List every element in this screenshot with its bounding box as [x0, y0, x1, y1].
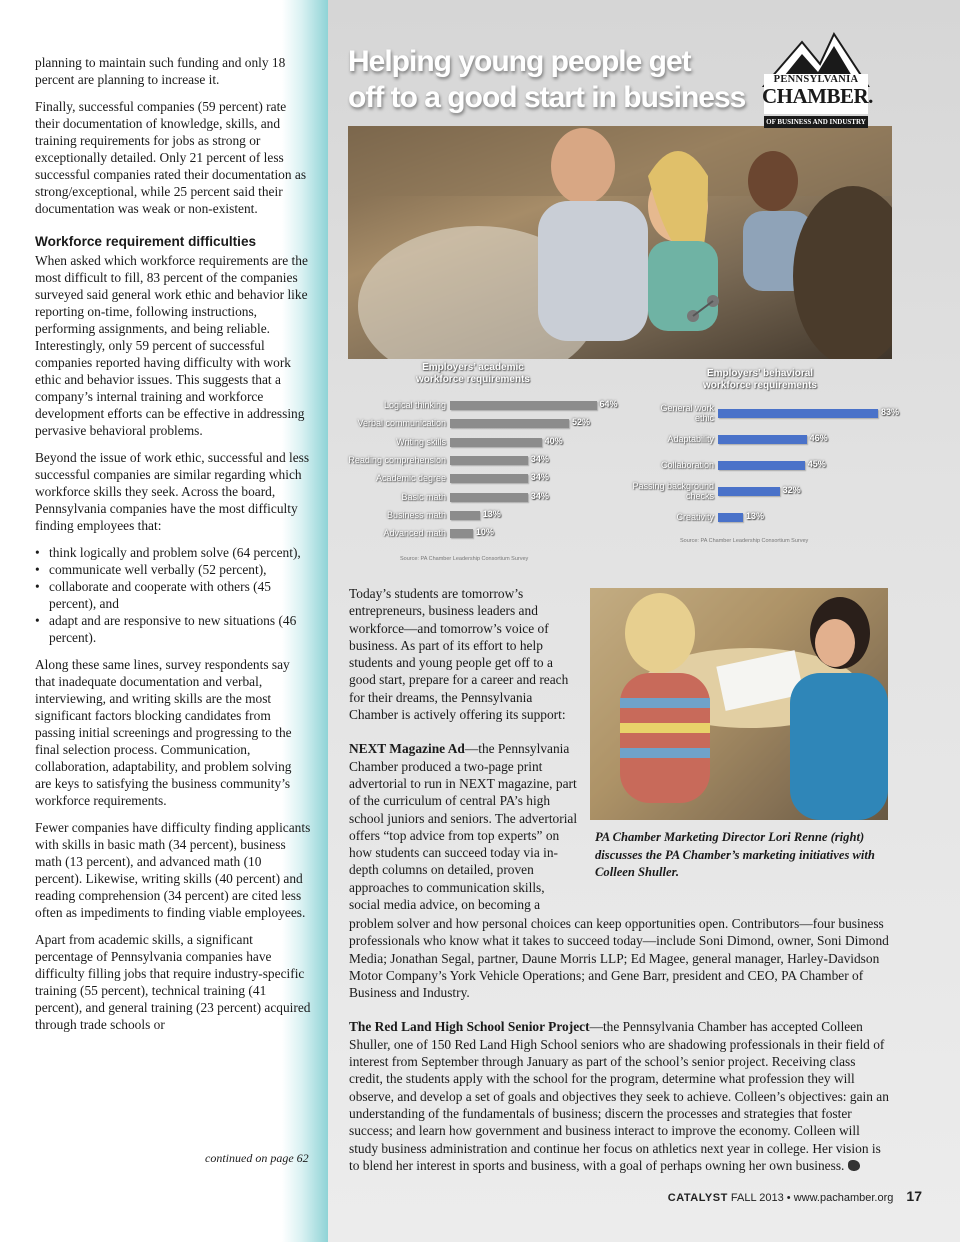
wide-text-block — [349, 915, 889, 1191]
next-paragraph-top — [349, 740, 579, 913]
paragraph: Beyond the issue of work ethic, successful and less successful companies are similar regarding which workforce skills they seek. Across the board, Pennsylvania companies have the most difficulty finding employees that: — [35, 450, 310, 533]
chart-source: Source: PA Chamber Leadership Consortium Survey — [400, 556, 529, 562]
bar-value-label: 10% — [475, 527, 494, 538]
bar — [718, 461, 805, 470]
logo-text-line-1: PENNSYLVANIA — [773, 74, 859, 85]
paragraph: Finally, successful companies (59 percent) rate their documentation of knowledge, skills, and training requirements for jobs as strong or exceptionally detailed. Only 21 percent of less successful companies rated their documentation as strong/exceptional, while 25 percent said their documentation was weak or non-existent. — [35, 99, 307, 216]
bar — [450, 511, 480, 520]
red-land-paragraph — [349, 1018, 889, 1174]
footer-url[interactable]: www.pachamber.org — [793, 1192, 894, 1204]
chart-title: Employers’ academic workforce requirements — [416, 362, 530, 385]
bar-value-label: 32% — [782, 485, 801, 495]
continued-note: continued on page 62 — [205, 1151, 309, 1165]
bar-value-label: 13% — [482, 508, 501, 519]
intro-text-block — [349, 585, 579, 930]
paragraph: planning to maintain such funding and only 18 percent are planning to increase it. — [35, 55, 286, 87]
bar — [450, 493, 528, 502]
bar-label: Collaboration — [660, 460, 714, 470]
meeting-photo-art — [590, 588, 888, 820]
bar-label: Writing skills — [396, 436, 446, 447]
list-item: • think logically and problem solve (64 percent), — [35, 544, 311, 561]
bar — [718, 487, 780, 496]
photo-caption: PA Chamber Marketing Director Lori Renne (right) discusses the PA Chamber’s marketing initiatives with Colleen Shuller. — [595, 830, 875, 879]
list-item: • collaborate and cooperate with others (45 percent), and — [35, 578, 311, 612]
red-land-heading: The Red Land High School Senior Project — [349, 1019, 590, 1035]
bullet-list — [35, 544, 311, 646]
bar — [450, 401, 597, 410]
list-item: • adapt and are responsive to new situations (46 percent). — [35, 612, 311, 646]
bar-label: Adaptability — [667, 434, 714, 444]
paragraph: Fewer companies have difficulty finding applicants with skills in basic math (34 percent), business math (13 percent), and advanced math (10 percent). Likewise, writing skills (40 percent) and reading comprehension (34 percent) are cited less often as impediments to finding viable employees. — [35, 820, 311, 920]
headline-line-2: off to a good start in business — [348, 81, 746, 114]
bar — [450, 529, 473, 538]
behavioral-requirements-chart — [630, 368, 900, 578]
next-magazine-text: —the Pennsylvania Chamber produced a two-page print advertorial to run in NEXT magazine, part of the curriculum of central PA’s high school juniors and seniors. The advertorial offers “top advice from top experts” on how students can succeed today via in-depth columns on detailed, proven approaches to communication skills, social media advice, on becoming a — [349, 741, 578, 913]
chart-source: Source: PA Chamber Leadership Consortium Survey — [680, 538, 809, 544]
bar-label: General work ethic — [660, 403, 714, 423]
headline-line-1: Helping young people get — [348, 45, 691, 78]
bar-value-label: 83% — [881, 407, 900, 417]
bar-value-label: 52% — [572, 417, 591, 428]
bar-label: Verbal communication — [357, 418, 446, 429]
bar-value-label: 45% — [807, 459, 826, 469]
bar-value-label: 13% — [746, 511, 765, 521]
bar — [718, 409, 878, 418]
logo-text-line-3: OF BUSINESS AND INDUSTRY — [766, 118, 866, 126]
footer-brand: CATALYST — [667, 1192, 728, 1204]
bar-label: Academic degree — [375, 473, 446, 484]
bar-value-label: 40% — [544, 435, 563, 446]
footer-separator: • — [786, 1192, 791, 1204]
bar — [718, 513, 743, 522]
article-headline — [348, 44, 758, 116]
bar-label: Basic math — [401, 491, 446, 502]
bar — [450, 419, 569, 428]
bar — [450, 456, 528, 465]
bar — [450, 474, 528, 483]
classroom-photo-art — [348, 126, 892, 359]
pa-chamber-logo — [762, 30, 873, 130]
left-column — [0, 0, 328, 1242]
chart-title: Employers’ behavioral workforce requirements — [703, 368, 817, 391]
academic-requirements-chart — [348, 362, 618, 572]
bar-value-label: 46% — [809, 433, 828, 443]
bar-label: Business math — [386, 509, 446, 520]
page-number: 17 — [906, 1188, 922, 1204]
bar-label: Logical thinking — [383, 400, 446, 410]
bar-label: Creativity — [676, 512, 714, 522]
paragraph: Apart from academic skills, a significant percentage of Pennsylvania companies have difficulty filling jobs that require industry-specific training (55 percent), technical training (41 percent), and general training (23 percent) acquired through trade schools or — [35, 932, 311, 1032]
end-mark-icon — [848, 1160, 860, 1171]
paragraph: Along these same lines, survey respondents say that inadequate documentation and verbal, interviewing, and writing skills are the most significant factors blocking candidates from passing initial screenings and progressing to the final selection process. Communication, collaboration, adaptability, and problem solving are keys to satisfying the business community’s workforce requirements. — [35, 657, 292, 808]
bar-value-label: 64% — [599, 399, 618, 409]
red-land-text: —the Pennsylvania Chamber has accepted Colleen Shuller, one of 150 Red Land High School seniors who are shadowing professionals in their field of interest from September through January as part of the school’s senior project. Receiving class credit, the students apply with the school for the program, determine what profession they will observe, and develop a set of goals and objectives they seek to achieve. Colleen’s objectives: gain an understanding of the fundamentals of business; discern the processes and strategies that foster success; and learn how government and business interact to improve the economy. Colleen will study business administration and continue her focus on athletics next year in college. Her vision is to blend her interest in sports and business, with a goal of perhaps owning her own business. — [349, 1019, 889, 1173]
bar-label: Reading comprehension — [348, 454, 446, 465]
classroom-photo — [348, 126, 892, 359]
logo-text-line-2: CHAMBER. — [762, 84, 873, 108]
bar — [450, 438, 542, 447]
meeting-photo — [590, 588, 888, 820]
bar-label: Passing background checks — [632, 481, 714, 501]
next-magazine-heading: NEXT Magazine Ad — [349, 741, 465, 757]
bar-value-label: 34% — [530, 472, 549, 483]
bar-value-label: 34% — [530, 453, 549, 464]
next-paragraph-bottom: problem solver and how personal choices can keep opportunities open. Contributors—four business professionals who know what it takes to succeed today—include Soni Dimond, owner, Soni Dimond Media; Jonathan Segal, partner, Daune Morris LLP; Ed Magee, general manager, Harley-Davidson Motor Company’s York Vehicle Operations; and Gene Barr, president and CEO, PA Chamber of Business and Industry. — [349, 916, 889, 1001]
section-heading: Workforce requirement difficulties — [35, 234, 257, 249]
bar-label: Advanced math — [383, 528, 446, 539]
page-footer — [668, 1188, 922, 1204]
list-item: • communicate well verbally (52 percent), — [35, 561, 311, 578]
paragraph: When asked which workforce requirements are the most difficult to fill, 83 percent of the companies surveyed said general work ethic and behavior like reporting on-time, following instructions, performing assignments, and being reliable. Interestingly, only 59 percent of successful companies reported having difficulty with work ethic and behavior issues. This suggests that a company’s internal training and workforce development efforts can be effective in addressing pervasive behavioral problems. — [35, 253, 308, 438]
left-column-text — [35, 54, 311, 1043]
intro-paragraph: Today’s students are tomorrow’s entrepreneurs, business leaders and workforce—and tomorrow’s voice of business. As part of its effort to help students and young people get off to a good start, prepare for a career and reach for their dreams, the Pennsylvania Chamber is actively offering its support: — [349, 586, 569, 723]
footer-issue: FALL 2013 — [730, 1192, 784, 1204]
bar — [718, 435, 807, 444]
bar-value-label: 34% — [530, 490, 549, 501]
